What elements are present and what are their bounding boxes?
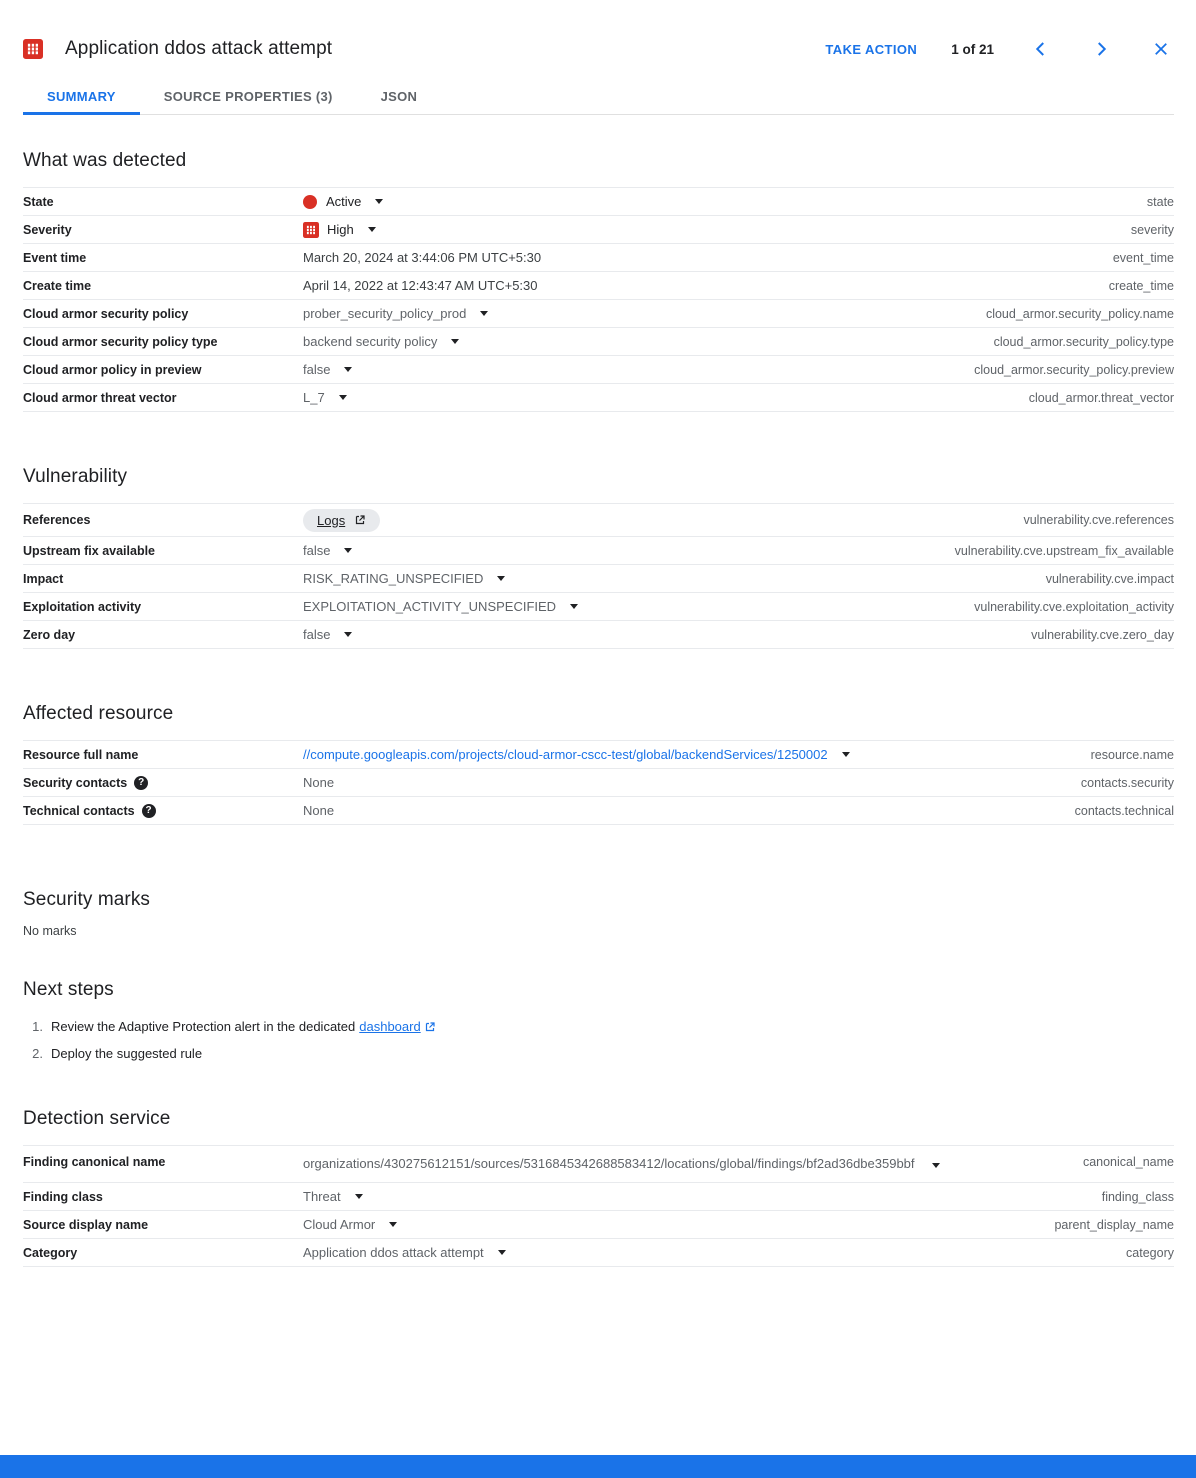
dropdown-caret-icon[interactable]	[339, 395, 347, 400]
pagination-count: 1 of 21	[951, 41, 994, 57]
row-security-policy-type	[23, 328, 1174, 356]
close-icon	[1152, 40, 1170, 58]
field-name: vulnerability.cve.upstream_fix_available	[954, 543, 1174, 558]
next-step-item	[23, 1046, 1174, 1061]
section-next-steps	[23, 979, 1174, 1061]
row-label: Upstream fix available	[23, 543, 156, 558]
security-policy-dropdown[interactable]	[303, 306, 970, 321]
exploitation-activity-value: EXPLOITATION_ACTIVITY_UNSPECIFIED	[303, 599, 557, 614]
row-label: Cloud armor policy in preview	[23, 362, 202, 377]
row-label: Exploitation activity	[23, 599, 142, 614]
row-resource-full-name	[23, 741, 1174, 769]
external-link-icon	[424, 1021, 436, 1033]
row-label: Finding canonical name	[23, 1155, 166, 1169]
dropdown-caret-icon[interactable]	[355, 1194, 363, 1199]
row-label: Resource full name	[23, 747, 139, 762]
row-label: References	[23, 513, 91, 527]
threat-vector-dropdown[interactable]	[303, 390, 1013, 405]
previous-finding-button[interactable]	[1028, 36, 1054, 62]
help-icon[interactable]: ?	[134, 776, 148, 790]
row-label: Category	[23, 1245, 78, 1260]
next-finding-button[interactable]	[1088, 36, 1114, 62]
dropdown-caret-icon[interactable]	[389, 1222, 397, 1227]
state-value: Active	[326, 194, 362, 209]
finding-class-dropdown[interactable]	[303, 1189, 1086, 1204]
field-name: cloud_armor.security_policy.type	[993, 334, 1174, 349]
row-label: Impact	[23, 571, 64, 586]
next-steps-list	[23, 1019, 1174, 1061]
row-label: Security contacts	[23, 775, 128, 790]
active-state-icon	[303, 195, 317, 209]
row-label: Source display name	[23, 1217, 149, 1232]
row-label: Cloud armor threat vector	[23, 390, 177, 405]
section-security-marks	[23, 889, 1174, 938]
dashboard-link[interactable]: dashboard	[359, 1019, 421, 1034]
row-references	[23, 504, 1174, 537]
row-label: Cloud armor security policy	[23, 306, 189, 321]
dropdown-caret-icon[interactable]	[344, 548, 352, 553]
zero-day-value: false	[303, 627, 331, 642]
severity-high-icon	[23, 39, 43, 59]
section-affected-resource	[23, 703, 1174, 825]
row-technical-contacts	[23, 797, 1174, 825]
field-name: vulnerability.cve.zero_day	[1031, 627, 1174, 642]
policy-preview-value: false	[303, 362, 331, 377]
row-label: Create time	[23, 278, 92, 293]
row-state	[23, 188, 1174, 216]
field-name: cloud_armor.security_policy.name	[985, 306, 1174, 321]
dropdown-caret-icon[interactable]	[497, 576, 505, 581]
row-source-display-name	[23, 1211, 1174, 1239]
row-threat-vector	[23, 384, 1174, 412]
resource-full-name-link[interactable]: //compute.googleapis.com/projects/cloud-armor-cscc-test/global/backendServices/1250002	[303, 747, 828, 762]
row-label: Finding class	[23, 1189, 103, 1204]
security-policy-type-value: backend security policy	[303, 334, 438, 349]
step-text: Deploy the suggested rule	[51, 1046, 203, 1061]
row-policy-preview	[23, 356, 1174, 384]
logs-chip-button[interactable]	[303, 509, 380, 532]
security-contacts-value: None	[303, 775, 335, 790]
create-time-value: April 14, 2022 at 12:43:47 AM UTC+5:30	[303, 278, 538, 293]
field-name: severity	[1130, 222, 1174, 237]
help-icon[interactable]: ?	[142, 804, 156, 818]
threat-vector-value: L_7	[303, 390, 325, 405]
state-dropdown[interactable]	[303, 194, 1131, 209]
dropdown-caret-icon[interactable]	[842, 752, 850, 757]
header-actions	[825, 36, 1174, 62]
severity-value: High	[327, 222, 354, 237]
exploitation-activity-dropdown[interactable]	[303, 599, 958, 614]
severity-high-icon	[303, 222, 319, 238]
source-display-name-value: Cloud Armor	[303, 1217, 376, 1232]
section-title: Vulnerability	[23, 466, 128, 487]
dropdown-caret-icon[interactable]	[498, 1250, 506, 1255]
row-security-policy	[23, 300, 1174, 328]
category-value: Application ddos attack attempt	[303, 1245, 484, 1260]
dropdown-caret-icon[interactable]	[480, 311, 488, 316]
dropdown-caret-icon[interactable]	[344, 367, 352, 372]
field-name: event_time	[1112, 250, 1174, 265]
row-exploitation-activity	[23, 593, 1174, 621]
security-policy-value: prober_security_policy_prod	[303, 306, 467, 321]
tab-json[interactable]: JSON	[357, 78, 442, 114]
field-name: cloud_armor.security_policy.preview	[974, 362, 1174, 377]
category-dropdown[interactable]	[303, 1245, 1110, 1260]
field-name: cloud_armor.threat_vector	[1028, 390, 1174, 405]
source-display-name-dropdown[interactable]	[303, 1217, 1038, 1232]
row-label: Cloud armor security policy type	[23, 334, 218, 349]
row-category	[23, 1239, 1174, 1267]
close-panel-button[interactable]	[1148, 36, 1174, 62]
page-title: Application ddos attack attempt	[65, 38, 333, 59]
finding-class-value: Threat	[303, 1189, 341, 1204]
field-name: vulnerability.cve.impact	[1045, 571, 1174, 586]
canonical-name-value: organizations/430275612151/sources/5316845342688583412/locations/global/findings/bf2ad36dbe359bbf	[303, 1156, 915, 1171]
row-security-contacts	[23, 769, 1174, 797]
zero-day-dropdown[interactable]	[303, 627, 1015, 642]
field-name: state	[1146, 194, 1174, 209]
field-name: contacts.security	[1080, 775, 1174, 790]
field-name: create_time	[1108, 278, 1174, 293]
row-finding-canonical-name	[23, 1146, 1174, 1183]
tab-bar	[23, 78, 1174, 115]
section-title: Affected resource	[23, 703, 174, 724]
logs-chip-label: Logs	[317, 512, 346, 528]
dropdown-caret-icon[interactable]	[344, 632, 352, 637]
row-label: Technical contacts	[23, 803, 135, 818]
chevron-left-icon	[1032, 40, 1050, 58]
no-marks-text: No marks	[23, 924, 77, 938]
next-step-item	[23, 1019, 1174, 1034]
dropdown-caret-icon[interactable]	[451, 339, 459, 344]
row-severity	[23, 216, 1174, 244]
section-title: Next steps	[23, 979, 114, 1000]
dropdown-caret-icon[interactable]	[570, 604, 578, 609]
field-name: parent_display_name	[1054, 1217, 1174, 1232]
upstream-fix-value: false	[303, 543, 331, 558]
field-name: resource.name	[1090, 747, 1174, 762]
dropdown-caret-icon[interactable]	[932, 1163, 940, 1168]
section-detection-service	[23, 1108, 1174, 1267]
row-label: Severity	[23, 222, 72, 237]
policy-preview-dropdown[interactable]	[303, 362, 958, 377]
field-name: contacts.technical	[1074, 803, 1174, 818]
dropdown-caret-icon[interactable]	[368, 227, 376, 232]
step-text: Review the Adaptive Protection alert in the dedicated	[51, 1019, 356, 1034]
row-finding-class	[23, 1183, 1174, 1211]
take-action-button[interactable]: TAKE ACTION	[825, 41, 918, 57]
row-impact	[23, 565, 1174, 593]
section-title: Security marks	[23, 889, 151, 910]
field-name: category	[1126, 1245, 1174, 1260]
tab-source-properties[interactable]: SOURCE PROPERTIES (3)	[140, 78, 357, 114]
field-name: vulnerability.cve.exploitation_activity	[974, 599, 1174, 614]
chevron-right-icon	[1092, 40, 1110, 58]
section-title: What was detected	[23, 150, 187, 171]
event-time-value: March 20, 2024 at 3:44:06 PM UTC+5:30	[303, 250, 542, 265]
external-link-icon	[354, 514, 366, 526]
field-name: canonical_name	[1082, 1155, 1174, 1169]
row-label: Zero day	[23, 627, 76, 642]
tab-summary[interactable]: SUMMARY	[23, 78, 140, 114]
row-event-time	[23, 244, 1174, 272]
row-upstream-fix	[23, 537, 1174, 565]
section-vulnerability	[23, 466, 1174, 649]
security-policy-type-dropdown[interactable]	[303, 334, 978, 349]
section-title: Detection service	[23, 1108, 171, 1129]
impact-dropdown[interactable]	[303, 571, 1030, 586]
row-label: Event time	[23, 250, 87, 265]
row-create-time	[23, 272, 1174, 300]
field-name: vulnerability.cve.references	[1023, 513, 1174, 527]
impact-value: RISK_RATING_UNSPECIFIED	[303, 571, 484, 586]
row-label: State	[23, 194, 54, 209]
severity-dropdown[interactable]	[303, 222, 1115, 238]
section-what-was-detected	[23, 150, 1174, 412]
field-name: finding_class	[1101, 1189, 1174, 1204]
upstream-fix-dropdown[interactable]	[303, 543, 939, 558]
dropdown-caret-icon[interactable]	[375, 199, 383, 204]
bottom-bar	[0, 1455, 1196, 1478]
technical-contacts-value: None	[303, 803, 335, 818]
row-zero-day	[23, 621, 1174, 649]
header	[23, 0, 1174, 62]
